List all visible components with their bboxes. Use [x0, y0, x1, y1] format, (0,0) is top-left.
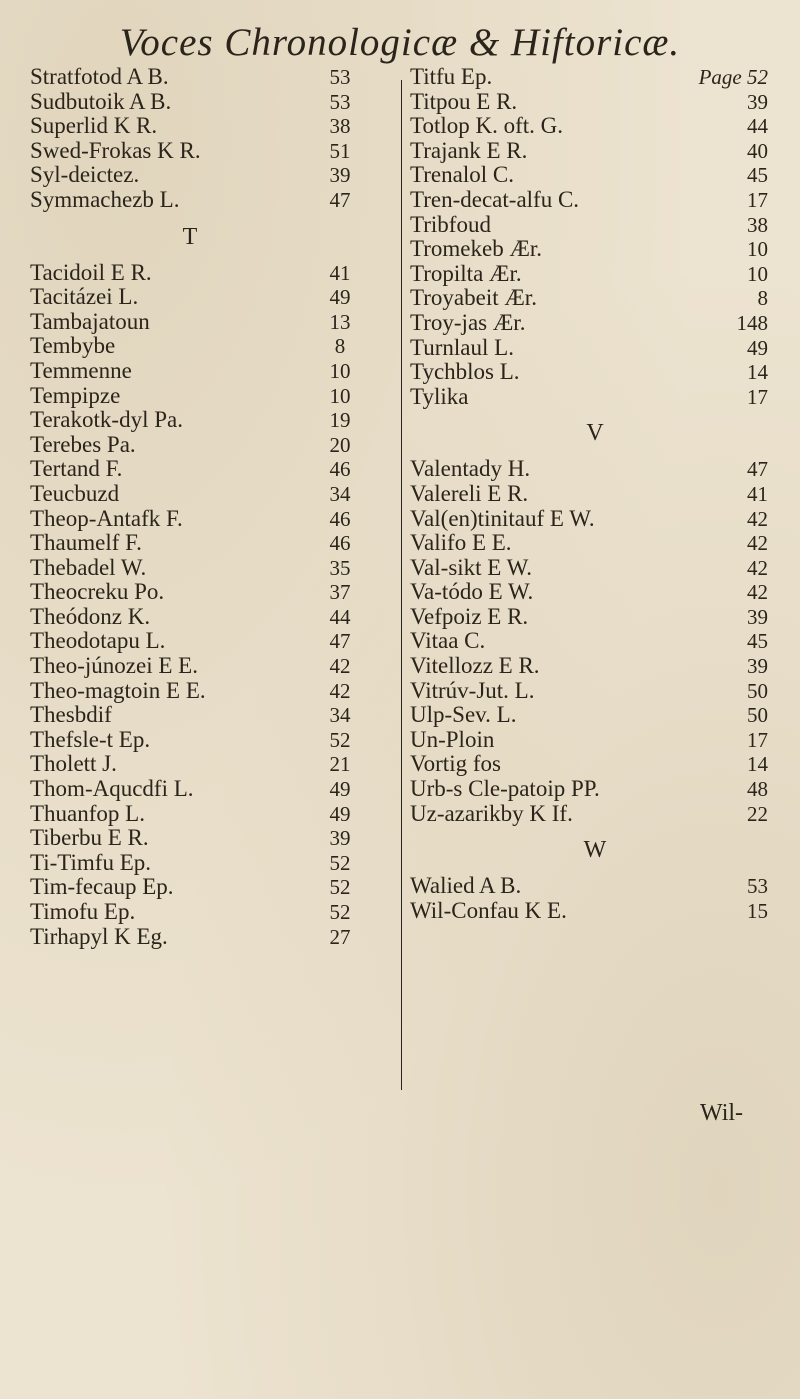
entry-page-number: 52	[329, 900, 351, 924]
index-entry	[410, 90, 780, 115]
entry-page-number: 46	[329, 531, 351, 556]
index-entry	[410, 874, 780, 899]
entry-name: Tembybe	[30, 333, 116, 359]
index-entry	[30, 334, 390, 359]
index-entry	[410, 213, 780, 238]
entry-page-number: 37	[329, 580, 351, 605]
entry-page-number: 42	[329, 654, 351, 679]
index-entry	[30, 285, 390, 310]
index-entry	[30, 629, 390, 654]
entry-name: Troyabeit Ær.	[410, 285, 537, 311]
entry-page-number: 52	[329, 875, 351, 900]
entry-name: Val-sikt E W.	[410, 554, 533, 580]
index-entry	[30, 384, 390, 409]
entry-page-number: 22	[747, 801, 768, 826]
entry-name: Tropilta Ær.	[410, 260, 522, 286]
entry-name: Symmachezb L.	[30, 186, 180, 212]
entry-name: Titpou E R.	[410, 88, 518, 114]
index-entry	[410, 507, 780, 532]
entry-name: Theo-magtoin E E.	[30, 677, 206, 703]
entry-name: Vitaa C.	[410, 628, 486, 654]
entry-page-number: 10	[329, 383, 351, 408]
entry-name: Theódonz K.	[30, 603, 151, 629]
index-entry	[30, 507, 390, 532]
entry-page-number: 41	[747, 481, 768, 506]
entry-page-number: 17	[747, 384, 768, 409]
entry-name: Vitellozz E R.	[410, 653, 540, 679]
index-entry	[30, 90, 390, 115]
entry-name: Titfu Ep.	[410, 64, 493, 89]
index-entry	[30, 482, 390, 507]
index-entry	[410, 188, 780, 213]
left-entries-s	[30, 65, 390, 213]
index-entry	[30, 359, 390, 384]
entry-name: Tambajatoun	[30, 308, 150, 334]
entry-name: Tholett J.	[30, 751, 117, 777]
index-entry	[410, 580, 780, 605]
entry-page-number: 53	[747, 874, 768, 899]
index-entry	[30, 114, 390, 139]
entry-page-number: 46	[329, 457, 351, 482]
entry-name: Thesbdif	[30, 702, 112, 728]
entry-page-number: 14	[747, 752, 768, 777]
entry-name: Theodotapu L.	[30, 628, 166, 654]
index-entry	[410, 703, 780, 728]
index-entry	[30, 777, 390, 802]
entry-page-number: 40	[747, 138, 768, 163]
entry-page-number: 48	[747, 777, 768, 802]
index-entry	[30, 433, 390, 458]
entry-page-number: 49	[747, 335, 768, 360]
entry-page-number: 45	[747, 629, 768, 654]
index-entry	[410, 752, 780, 777]
entry-name: Walied A B.	[410, 873, 522, 899]
letter-heading-v: V	[586, 420, 604, 447]
index-entry	[410, 360, 780, 385]
entry-name: Temmenne	[30, 357, 132, 383]
entry-name: Trenalol C.	[410, 162, 514, 188]
entry-page-number: 17	[747, 187, 768, 212]
entry-page-number: 148	[736, 310, 768, 335]
index-entry	[410, 385, 780, 410]
index-entry	[30, 605, 390, 630]
entry-name: Tirhapyl K Eg.	[30, 923, 168, 949]
index-entry	[30, 900, 390, 925]
entry-page-number: 42	[747, 580, 768, 605]
index-entry	[30, 752, 390, 777]
entry-name: Theo-júnozei E E.	[30, 653, 198, 679]
entry-page-number: 38	[329, 114, 351, 139]
entry-name: Tren-decat-alfu C.	[410, 186, 580, 212]
entry-name: Valentady H.	[410, 456, 531, 482]
letter-heading-t: T	[182, 223, 198, 250]
entry-name: Vefpoiz E R.	[410, 603, 529, 629]
entry-name: Thuanfop L.	[30, 800, 145, 826]
index-entry	[410, 777, 780, 802]
index-entry	[30, 925, 390, 950]
entry-name: Urb-s Cle-patoip PP.	[410, 776, 600, 802]
index-entry	[30, 65, 390, 90]
entry-name: Teucbuzd	[30, 480, 120, 506]
entry-name: Tempipze	[30, 382, 121, 408]
left-index-column	[30, 65, 390, 949]
index-entry	[30, 851, 390, 876]
index-entry	[410, 114, 780, 139]
index-entry	[410, 237, 780, 262]
index-entry	[30, 580, 390, 605]
entry-name: Terakotk-dyl Pa.	[30, 407, 183, 433]
entry-name: Terebes Pa.	[30, 431, 136, 457]
entry-page-number: 41	[329, 260, 351, 285]
entry-page-number: 42	[329, 678, 351, 703]
entry-name: Totlop K. oft. G.	[410, 113, 563, 139]
index-entry	[30, 139, 390, 164]
letter-heading-w: W	[583, 837, 607, 864]
running-head: Voces Chronologicæ & Hiftoricæ.	[119, 21, 681, 64]
entry-page-number: 27	[329, 924, 351, 949]
index-entry	[30, 875, 390, 900]
entry-name: Theop-Antafk F.	[30, 505, 183, 531]
entry-name: Tacitázei L.	[30, 284, 139, 310]
entry-page-number: 51	[329, 138, 351, 163]
entry-name: Vitrúv-Jut. L.	[410, 677, 535, 703]
entry-page-number: 13	[329, 309, 351, 334]
entry-name: Tim-fecaup Ep.	[30, 874, 174, 900]
index-entry	[410, 65, 780, 90]
index-entry	[30, 310, 390, 335]
entry-page-number: 8	[334, 334, 346, 359]
entry-page-number: 47	[329, 187, 351, 212]
entry-page-number: 8	[757, 286, 768, 311]
entry-name: Thefsle-t Ep.	[30, 726, 151, 752]
index-entry	[410, 629, 780, 654]
entry-name: Stratfotod A B.	[30, 64, 169, 89]
left-entries-t	[30, 261, 390, 950]
index-entry	[30, 802, 390, 827]
index-entry	[30, 408, 390, 433]
entry-name: Trajank E R.	[410, 137, 528, 163]
entry-page-number: Page 52	[698, 65, 768, 89]
column-divider	[401, 80, 402, 1090]
entry-page-number: 14	[747, 360, 768, 385]
entry-name: Troy-jas Ær.	[410, 309, 526, 335]
entry-page-number: 42	[747, 506, 768, 531]
right-index-column	[410, 65, 780, 923]
entry-name: Ti-Timfu Ep.	[30, 849, 152, 875]
entry-page-number: 47	[329, 629, 351, 654]
entry-name: Tiberbu E R.	[30, 825, 149, 851]
entry-page-number: 20	[329, 432, 351, 457]
index-entry	[410, 679, 780, 704]
entry-page-number: 46	[329, 506, 351, 531]
entry-name: Un-Ploin	[410, 726, 495, 752]
entry-name: Tertand F.	[30, 456, 123, 482]
right-entries-t	[410, 65, 780, 409]
entry-page-number: 44	[329, 604, 351, 629]
index-entry	[30, 457, 390, 482]
entry-name: Valereli E R.	[410, 480, 529, 506]
entry-page-number: 19	[329, 408, 351, 433]
index-entry	[410, 802, 780, 827]
index-entry	[410, 556, 780, 581]
index-entry	[410, 728, 780, 753]
entry-page-number: 34	[329, 703, 351, 728]
catch-word: Wil-	[700, 1100, 744, 1126]
entry-name: Wil-Confau K E.	[410, 897, 567, 923]
entry-page-number: 47	[747, 457, 768, 482]
entry-page-number: 10	[747, 237, 768, 262]
entry-page-number: 39	[747, 654, 768, 679]
index-entry	[30, 261, 390, 286]
entry-page-number: 39	[329, 163, 351, 188]
entry-name: Val(en)tinitauf E W.	[410, 505, 595, 531]
index-entry	[410, 457, 780, 482]
index-entry	[30, 679, 390, 704]
index-entry	[410, 605, 780, 630]
entry-name: Theocreku Po.	[30, 579, 165, 605]
entry-page-number: 53	[329, 65, 351, 89]
index-entry	[30, 728, 390, 753]
entry-page-number: 52	[329, 850, 351, 875]
entry-page-number: 49	[329, 285, 351, 310]
entry-name: Tribfoud	[410, 211, 491, 237]
index-entry	[30, 163, 390, 188]
entry-name: Tacidoil E R.	[30, 259, 152, 285]
entry-name: Syl-deictez.	[30, 162, 140, 188]
entry-page-number: 34	[329, 481, 351, 506]
index-entry	[30, 188, 390, 213]
index-entry	[30, 703, 390, 728]
index-entry	[30, 531, 390, 556]
entry-name: Tromekeb Ær.	[410, 236, 543, 262]
entry-page-number: 53	[329, 89, 351, 114]
entry-page-number: 42	[747, 555, 768, 580]
index-entry	[410, 899, 780, 924]
entry-page-number: 50	[747, 678, 768, 703]
entry-page-number: 21	[329, 752, 351, 777]
right-entries-v	[410, 457, 780, 826]
index-entry	[410, 336, 780, 361]
entry-page-number: 17	[747, 727, 768, 752]
entry-name: Swed-Frokas K R.	[30, 137, 201, 163]
entry-page-number: 10	[329, 358, 351, 383]
entry-name: Valifo E E.	[410, 530, 512, 556]
index-entry	[410, 139, 780, 164]
index-entry	[30, 654, 390, 679]
entry-page-number: 49	[329, 801, 351, 826]
index-entry	[410, 311, 780, 336]
entry-name: Tylika	[410, 383, 469, 409]
entry-name: Ulp-Sev. L.	[410, 702, 517, 728]
entry-name: Superlid K R.	[30, 113, 158, 139]
entry-name: Timofu Ep.	[30, 899, 136, 924]
entry-name: Thaumelf F.	[30, 530, 142, 556]
entry-page-number: 44	[747, 114, 768, 139]
entry-page-number: 35	[329, 555, 351, 580]
index-entry	[410, 262, 780, 287]
entry-page-number: 42	[747, 531, 768, 556]
entry-name: Thebadel W.	[30, 554, 147, 580]
entry-name: Va-tódo E W.	[410, 579, 534, 605]
index-entry	[410, 531, 780, 556]
entry-page-number: 15	[747, 898, 768, 923]
entry-name: Uz-azarikby K If.	[410, 800, 573, 826]
entry-name: Sudbutoik A B.	[30, 88, 172, 114]
entry-name: Turnlaul L.	[410, 334, 514, 360]
index-entry	[410, 286, 780, 311]
index-entry	[410, 482, 780, 507]
entry-page-number: 39	[329, 826, 351, 851]
entry-page-number: 39	[747, 604, 768, 629]
index-entry	[410, 654, 780, 679]
entry-page-number: 45	[747, 163, 768, 188]
entry-page-number: 50	[747, 703, 768, 728]
index-entry	[30, 556, 390, 581]
right-entries-w	[410, 874, 780, 923]
entry-page-number: 52	[329, 727, 351, 752]
entry-page-number: 39	[747, 89, 768, 114]
index-entry	[30, 826, 390, 851]
entry-name: Vortig fos	[410, 751, 501, 777]
index-entry	[410, 163, 780, 188]
entry-page-number: 49	[329, 777, 351, 802]
entry-name: Thom-Aqucdfi L.	[30, 776, 194, 802]
entry-page-number: 38	[747, 212, 768, 237]
entry-name: Tychblos L.	[410, 359, 520, 385]
entry-page-number: 10	[747, 261, 768, 286]
